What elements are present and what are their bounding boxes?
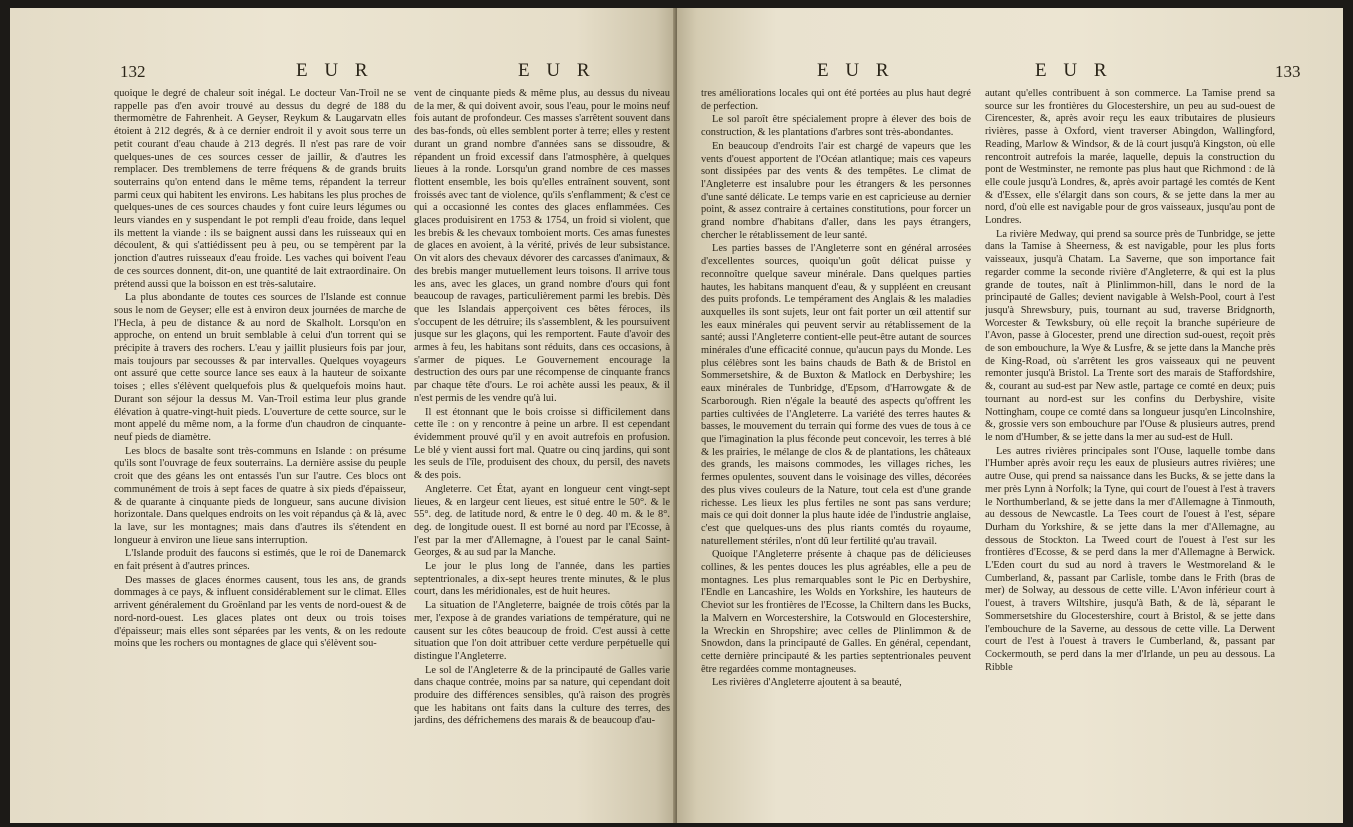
- running-head: E U R: [817, 60, 895, 81]
- paragraph: Le sol de l'Angleterre & de la principauté de Galles varie dans chaque contrée, moins par sa nature, qui cependant doit produire des différences sensibles, qu'à raison des progrès que les habitans ont faits dans la culture des terres, des jardins, des défrichemens des marais & de beaucoup d'au-: [414, 664, 670, 727]
- paragraph: La situation de l'Angleterre, baignée de trois côtés par la mer, l'expose à de grandes variations de température, qui ne causent sur les côtes beaucoup de froid. C'est aussi à cette situation que l'on doit attribuer cette verdure perpétuelle qui distingue l'Angleterre.: [414, 600, 670, 662]
- text-column-right: [985, 88, 1275, 788]
- text-column-left: [114, 88, 406, 788]
- running-head: E U R: [296, 60, 374, 81]
- page-number: 132: [120, 62, 146, 81]
- open-book: [10, 8, 1343, 823]
- left-page: [10, 8, 676, 823]
- running-head: E U R: [518, 60, 596, 81]
- paragraph: Les autres rivières principales sont l'Ouse, laquelle tombe dans l'Humber après avoir reçu les eaux de plusieurs autres rivières; une autre Ouse, qui prend sa naissance dans les Bucks, & se jette dans la mer près Lynn à Norfolk; la Tyne, qui court de l'ouest à l'est à travers le Northumberland, & se jette dans la mer d'Allemagne à Tinmouth, au dessous de Newcastle. La Tees court de l'ouest à l'est, sépare Durham du Yorkshire, & se jette dans la mer d'Allemagne, au dessous de Stockton. La Tweed court de l'ouest à l'est sur les frontières d'Ecosse, & se perd dans la mer d'Allemagne à Berwick. L'Eden court du sud au nord à travers le Westmoreland & le Cumberland, &, passant par Carlisle, tombe dans le Frith (bras de mer) de Solway, au dessous de cette ville. L'Avon inférieur court à l'ouest, à travers Wiltshire, jusqu'à Bath, & de là, séparant le Sommersetshire du Glocestershire, court à Bristol, & se jette dans l'embouchure de la Saverne, au dessous de cette ville. La Derwent court de l'est à l'ouest à travers le Cumberland, &, passant par Cockermouth, se perd dans la mer d'Irlande, un peu au dessous. La Ribble: [985, 445, 1275, 673]
- paragraph: L'Islande produit des faucons si estimés, que le roi de Danemarck en fait présent à d'autres princes.: [114, 548, 406, 573]
- right-page-header: [677, 60, 1343, 84]
- paragraph: En beaucoup d'endroits l'air est chargé de vapeurs que les vents d'ouest apportent de l'Océan atlantique; mais ces vapeurs sont dissipées par des vents & des tempêtes. Le climat de l'Angleterre est insalubre pour les étrangers & les personnes d'une santé délicate. Le temps varie en est capricieuse au dernier point, & assez contraire à certaines constitutions, pour forcer un grand nombre d'habitans d'aller, dans les pays étrangers, chercher le rétablissement de leur santé.: [701, 140, 971, 241]
- paragraph: quoique le degré de chaleur soit inégal. Le docteur Van-Troil ne se rappelle pas d'en avoir trouvé au dessus du degré de 188 du thermomètre de Fahrenheit. A Geyser, Reykum & Laugarvatn elles étoient à 212 degrés, & à ce dernier endroit il y avoit sous terre un petit courant d'eau chaude à 213 degrés. Il n'est pas rare de voir quelques-unes de ces sources cesser de jaillir, & d'autres les remplacer. Des tremblemens de terre fréquens & de grands bruits souterrains qu'on entend dans le même tems, répandent la terreur parmi ceux qui habitent les environs. Les habitans les plus proches de quelques-unes de ces sources chaudes y font cuire leurs légumes ou leurs viandes en y suspendant le pot rempli d'eau froide, dans lequel ils mettent la viande : ils se baignent aussi dans les ruisseaux qui en découlent, & qui s'attiédissent peu à peu, ou se tempèrent par la jonction d'autres ruisseaux d'eau froide. Les vaches qui boivent l'eau de ces sources donnent, dit-on, une quantité de lait extraordinaire. On prétend aussi que la boisson en est très-salutaire.: [114, 88, 406, 290]
- paragraph: La rivière Medway, qui prend sa source près de Tunbridge, se jette dans la Tamise à Sheerness, & est navigable, pour les plus forts vaisseaux, jusqu'à Chatam. La Saverne, que son importance fait regarder comme la seconde rivière d'Angleterre, & qui est la plus grande de toutes, naît à Plinlimmon-hill, dans le nord de la principauté de Galles; devient navigable à Welsh-Pool, court à l'est jusqu'à Shrewsbury, puis, tournant au sud, traverse Bridgnorth, Worcester & Tewksbury, où elle reçoit la branche supérieure de l'Avon, passe à Glocester, prend une direction sud-ouest, reçoit près de son embouchure, la Wye & Lusfre, & se jette dans la Manche près de King-Road, où s'arrêtent les gros vaisseaux qui ne peuvent remonter jusqu'à Bristol. La Trente sort des marais de Staffordshire, &, courant au sud-est par New astle, partage ce comté en deux; puis tournant au nord-est sur les confins du Derbyshire, visite Nottingham, coupe ce comté dans sa longueur jusqu'en Lincolnshire, &, grossie vers son embouchure par l'Ouse & plusieurs autres, prend le nom d'Humber, & se jette dans la mer au sud-est de Hull.: [985, 228, 1275, 443]
- running-head: E U R: [1035, 60, 1113, 81]
- paragraph: vent de cinquante pieds & même plus, au dessus du niveau de la mer, & qui doivent avoir, sous l'eau, pour le moins neuf fois autant de profondeur. Ces masses s'arrêtent souvent dans des bas-fonds, où elles semblent porter à terre; elles y restent durant un grand nombre d'années sans se dissoudre, & répandent un froid excessif dans l'atmosphère, à quelques lieues à la ronde. Lorsqu'un grand nombre de ces masses flottent ensemble, les bois qu'elles entraînent souvent, sont froissés avec tant de violence, qu'ils s'enflamment; & c'est ce qui a occasionné les contes des glaces enflammées. Ces glaces produisirent en 1753 & 1754, un froid si violent, que les brebis & les chevaux tomboient morts. Ces amas funestes de glaces en avoient, à la vérité, privés de leur subsistance. On vit alors des chevaux dévorer des carcasses d'animaux, & des brebis manger mutuellement leurs toisons. Il arrive tous les ans, avec les glaces, un grand nombre d'ours qui font beaucoup de ravages, particulièrement parmi les brebis. Dès que les Islandais apperçoivent ces bêtes féroces, ils s'occupent de les détruire; ils s'assemblent, & les poursuivent jusque sur les glaçons, qui les remportent. Faute d'avoir des armes à feu, les habitans sont réduits, dans ces occasions, à s'armer de piques. Le Gouvernement encourage la destruction des ours par une récompense de cinquante francs par chaque tête d'ours. Le roi achète aussi les peaux, & il n'est permis de les vendre qu'à lui.: [414, 88, 670, 404]
- paragraph: Les blocs de basalte sont très-communs en Islande : on présume qu'ils sont l'ouvrage de feux souterrains. La dernière assise du peuple croit que des géans les ont entassés l'un sur l'autre. Ces blocs ont communément de trois à sept faces de quatre à six pieds d'épaisseur, & de quarante à cinquante pieds de longueur, sans aucune division horizontale. Dans quelques endroits on les voit répandus çà & là, avec la lave, sur les montagnes; mais dans d'autres ils s'étendent en longueur à environ une lieue sans interruption.: [114, 445, 406, 546]
- paragraph: Des masses de glaces énormes causent, tous les ans, de grands dommages à ce pays, & influent considérablement sur le climat. Elles arrivent généralement du Groënland par les vents de nord-ouest & de nord-nord-ouest. Les glaces plates ont deux ou trois toises d'épaisseur; mais elles sont séparées par les vents, & on les redoute moins que les rochers ou montagnes de glace qui s'élèvent sou-: [114, 574, 406, 650]
- paragraph: La plus abondante de toutes ces sources de l'Islande est connue sous le nom de Geyser; elle est à environ deux journées de marche de l'Hecla, à peu de distance & au nord de Skalholt. Lorsqu'on en approche, on entend un bruit semblable à celui d'un torrent qui se précipite à travers des rochers. L'eau y jaillit plusieurs fois par jour, mais toujours par secousses & par intervalles. Quelques voyageurs ont assuré que cette source lance ses eaux à la hauteur de soixante toises ; elles s'élèvent quelquefois plus & quelquefois moins haut. Durant son séjour la dessus M. Van-Troil estima leur plus grande élévation à quatre-vingt-huit pieds. L'ouverture de cette source, sur le mont appelé du même nom, a la forme d'un chaudron de cinquante-neuf pieds de diamètre.: [114, 292, 406, 443]
- paragraph: Le jour le plus long de l'année, dans les parties septentrionales, a dix-sept heures trente minutes, & le plus court, dans les méridionales, est de huit heures.: [414, 561, 670, 598]
- text-column-right: [414, 88, 670, 788]
- page-number: 133: [1275, 62, 1301, 81]
- paragraph: Angleterre. Cet État, ayant en longueur cent vingt-sept lieues, & en largeur cent lieues, est situé entre le 50°. & le 55°. deg. de latitude nord, & entre le 0 deg. 40 m. & le 8°. deg. de longitude ouest. Il est borné au nord par l'Ecosse, à l'est par la mer d'Allemagne, à l'ouest par le canal Saint-Georges, & au sud par la Manche.: [414, 483, 670, 559]
- left-page-header: [10, 60, 676, 84]
- paragraph: Il est étonnant que le bois croisse si difficilement dans cette île : on y rencontre à peine un arbre. Il est cependant évidemment prouvé qu'il y en avoit autrefois en profusion. Le blé y vient aussi fort mal. Quatre ou cinq jardins, qui sont les seuls de l'île, produisent des choux, du persil, des navets & des pois.: [414, 406, 670, 482]
- paragraph: tres améliorations locales qui ont été portées au plus haut degré de perfection.: [701, 88, 971, 112]
- paragraph: Les parties basses de l'Angleterre sont en général arrosées d'excellentes sources, quoiqu'un goût délicat puisse y reconnoître quelque saveur minérale. Dans quelques parties hautes, les habitans manquent d'eau, & y suppléent en creusant des puits profonds. Le tempérament des Anglais & les maladies auxquelles ils sont sujets, leur ont fait porter un œil attentif sur les eaux minérales qui peuvent servir au rétablissement de la santé; aussi l'Angleterre contient-elle peut-être autant de sources minérales d'une efficacité connue, qu'aucun pays du Monde. Les plus célèbres sont les bains chauds de Bath & de Bristol en Sommersetshire, & de Buxton & Matlock en Derbyshire; les eaux minérales de Tunbridge, d'Epsom, d'Harrowgate & de Scarborough. Rien n'égale la beauté des aspects qu'offrent les parties cultivées de l'Angleterre. La variété des terres hautes & basses, le mouvement du terrain qui forme des vues de tous à ce que l'imagination la plus féconde peut concevoir, les terres à blé & les prairies, le mélange de clos & de plantations, les châteaux des grands, les maisons commodes, les villages riches, les fermes opulentes, souvent dans le voisinage des villes, décorées des plus vives couleurs de la Nature, tout cela est d'une grande richesse. Les lieux les plus fertiles ne sont pas sans verdure; mais ce qui doit donner la plus haute idée de l'industrie anglaise, c'est que quelques-uns des plus riants comtés du royaume, naturellement stériles, n'ont dû leur fertilité qu'au travail.: [701, 243, 971, 547]
- paragraph: autant qu'elles contribuent à son commerce. La Tamise prend sa source sur les frontières du Glocestershire, un peu au sud-ouest de Cirencester, &, après avoir reçu les eaux tributaires de plusieurs rivières, passe à Oxford, vient traverser Abingdon, Wallingford, Reading, Marlow & Windsor, & de là court jusqu'à Kingston, où elle rencontroit autrefois la marée, laquelle, depuis la construction du pont de Westminster, ne remonte pas plus haut que Richmond : de là elle coule jusqu'à Londres, &, après avoir partagé les comtés de Kent & d'Essex, elle s'élargit dans son cours, & se jette dans la mer au nord, d'où elle est navigable pour de gros vaisseaux, jusqu'au pont de Londres.: [985, 88, 1275, 227]
- text-column-left: [701, 88, 971, 788]
- paragraph: Les rivières d'Angleterre ajoutent à sa beauté,: [712, 677, 902, 689]
- paragraph: Quoique l'Angleterre présente à chaque pas de délicieuses collines, & les pentes douces les plus agréables, elle a peu de montagnes. Les plus remarquables sont le Pic en Derbyshire, l'Endle en Lancashire, les Wolds en Yorkshire, les hauteurs de Cheviot sur les frontières de l'Ecosse, la Chiltern dans les Bucks, la Malvern en Worcestershire, la Cotswould en Glocestershire, la Wreckin en Shropshire; avec celles de Plinlimmon & de Snowdon, dans la principauté de Galles. En général, cependant, cette dernière principauté & les parties septentrionales peuvent être regardées comme montagneuses.: [701, 549, 971, 675]
- right-page: [677, 8, 1343, 823]
- paragraph: Le sol paroît être spécialement propre à élever des bois de construction, & les plantations d'arbres sont très-abondantes.: [701, 114, 971, 139]
